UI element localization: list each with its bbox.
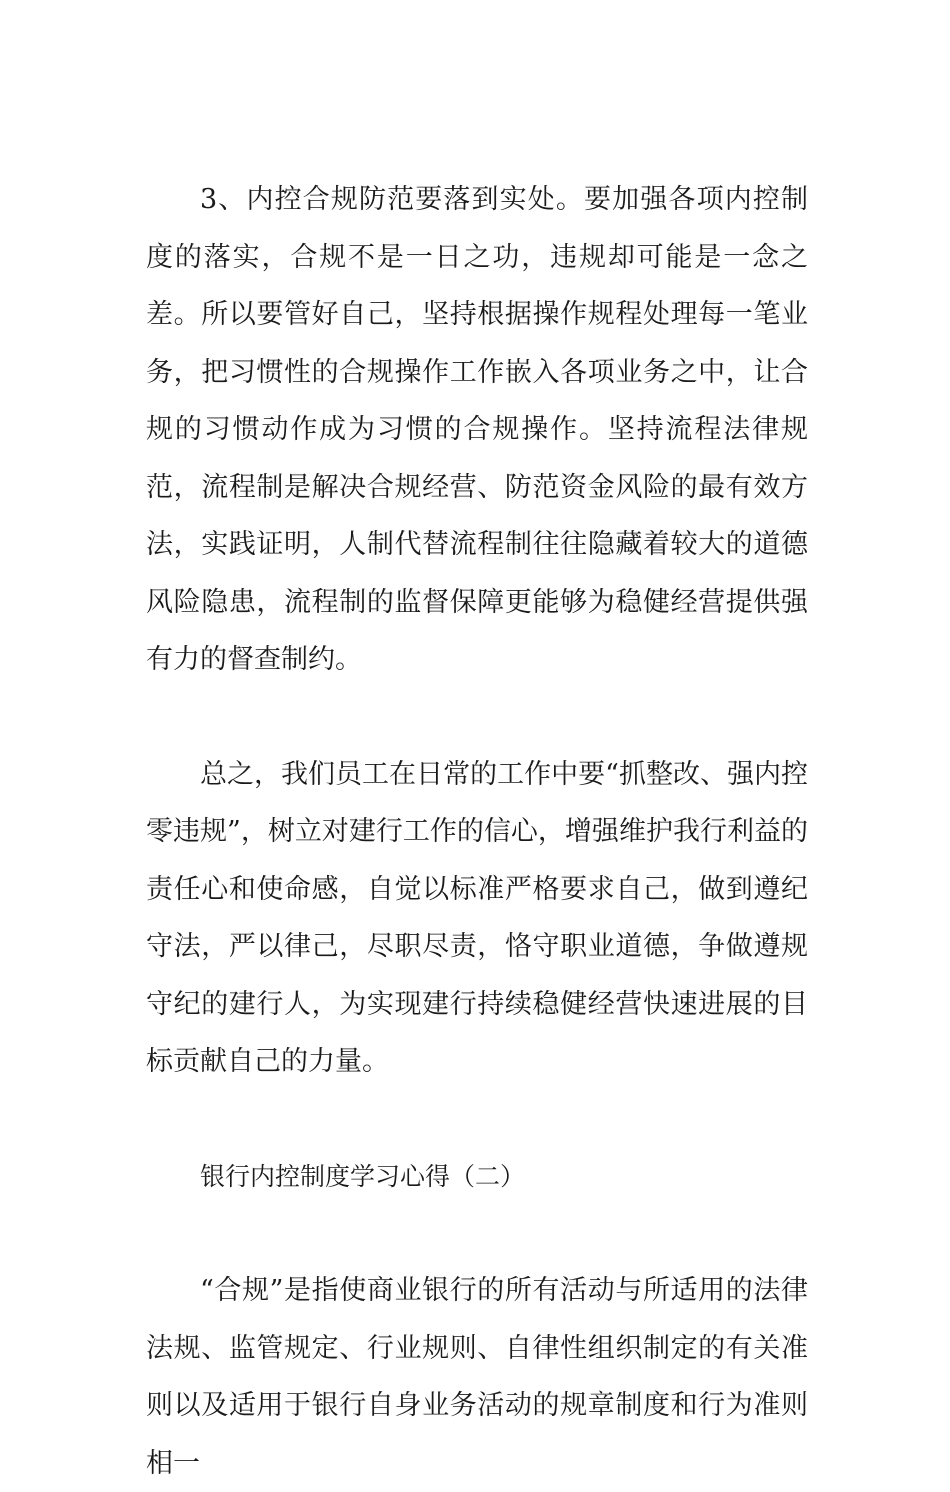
paragraph-compliance-definition: “合规”是指使商业银行的所有活动与所适用的法律法规、监管规定、行业规则、自律性组织制定的有关准则以及适用于银行自身业务活动的规章制度和行为准则相一 [146,1275,808,1479]
section-heading: 银行内控制度学习心得（二） [200,1161,526,1191]
paragraph-conclusion: 总之，我们员工在日常的工作中要“抓整改、强内控零违规”，树立对建行工作的信心，增强维护我行利益的责任心和使命感，自觉以标准严格要求自己，做到遵纪守法，严以律己，尽职尽责，恪守职业道德，争做遵规守纪的建行人，为实现建行持续稳健经营快速进展的目标贡献自己的力量。 [146,758,808,1077]
paragraph-compliance-prevention: 3、内控合规防范要落到实处。要加强各项内控制度的落实，合规不是一日之功，违规却可能是一念之差。所以要管好自己，坚持根据操作规程处理每一笔业务，把习惯性的合规操作工作嵌入各项业务之中，让合规的习惯动作成为习惯的合规操作。坚持流程法律规范，流程制是解决合规经营、防范资金风险的最有效方法，实践证明，人制代替流程制往往隐藏着较大的道德风险隐患，流程制的监督保障更能够为稳健经营提供强有力的督查制约。 [146,184,808,675]
document-body [146,171,808,1492]
